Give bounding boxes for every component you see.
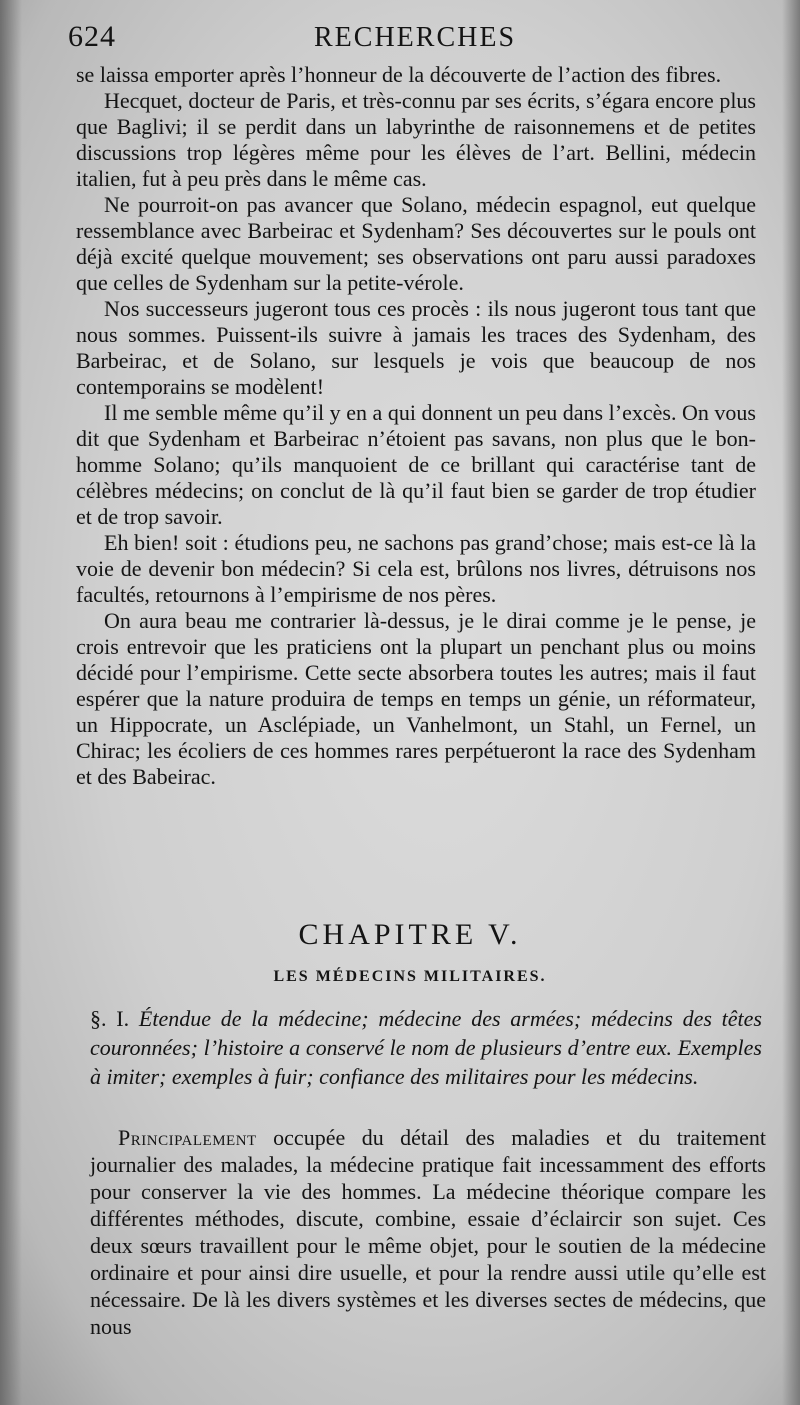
paragraph: se laissa emporter après l’honneur de la découverte de l’action des fibres. — [76, 62, 722, 87]
paragraph: Eh bien! soit : étudions peu, ne sachons pas grand’chose; mais est-ce là la voie de devenir bon médecin? Si cela est, brûlons nos livres, détruisons nos facultés, retournons à l’empirisme de nos pères. — [76, 530, 756, 607]
page-number: 624 — [68, 20, 116, 53]
paragraph: Nos successeurs jugeront tous ces procès : ils nous jugeront tous tant que nous sommes. Puissent-ils suivre à jamais les traces des Sydenham, des Barbeirac, et de Solano, sur lesquels je vois que beaucoup de nos contemporains se modèlent! — [76, 296, 756, 399]
chapter-subtitle: LES MÉDECINS MILITAIRES. — [273, 968, 547, 985]
intro-lead-word: Principalement — [118, 1125, 257, 1150]
page-header — [68, 16, 768, 56]
section-number: §. I. — [90, 1006, 130, 1031]
intro-text: occupée du détail des maladies et du traitement journalier des malades, la médecine pratique fait incessamment des efforts pour conserver la vie des hommes. La médecine théorique compare les différentes méthodes, discute, combine, essaie d’éclaircir son sujet. Ces deux sœurs travaillent pour le même objet, pour le soutien de la médecine ordinaire et pour ainsi dire usuelle, et pour la rendre aussi utile qu’elle est nécessaire. De là les divers systèmes et les diverses sectes de médecins, que nous — [90, 1125, 766, 1339]
paragraph: Hecquet, docteur de Paris, et très-connu par ses écrits, s’égara encore plus que Baglivi; il se perdit dans un labyrinthe de raisonnemens et de petites discussions trop légères même pour les élèves de l’art. Bellini, médecin italien, fut à peu près dans le même cas. — [76, 88, 756, 191]
chapter-intro-paragraph — [90, 1124, 766, 1340]
page-edge-left-shadow — [0, 0, 22, 1405]
page-edge-right-shadow — [782, 0, 800, 1405]
section-summary — [90, 1004, 762, 1091]
paragraph: Ne pourroit-on pas avancer que Solano, médecin espagnol, eut quelque ressemblance avec Barbeirac et Sydenham? Ses découvertes sur le pouls ont déjà excité quelque mouvement; ses observations ont paru aussi paradoxes que celles de Sydenham sur la petite-vérole. — [76, 192, 756, 295]
running-title: RECHERCHES — [314, 22, 517, 53]
main-text — [76, 62, 756, 790]
paragraph: On aura beau me contrarier là-dessus, je le dirai comme je le pense, je crois entrevoir que les praticiens ont la plupart un penchant plus ou moins décidé pour l’empirisme. Cette secte absorbera toutes les autres; mais il faut espérer que la nature produira de temps en temps un génie, un réformateur, un Hippocrate, un Asclépiade, un Vanhelmont, un Stahl, un Fernel, un Chirac; les écoliers de ces hommes rares perpétueront la race des Sydenham et des Babeirac. — [76, 608, 756, 789]
paragraph: Il me semble même qu’il y en a qui donnent un peu dans l’excès. On vous dit que Sydenham et Barbeirac n’étoient pas savans, non plus que le bon-homme Solano; qu’ils manquoient de ce brillant qui caractérise tant de célèbres médecins; on conclut de là qu’il faut bien se garder de trop étudier et de trop savoir. — [76, 400, 756, 529]
section-summary-text: Étendue de la médecine; médecine des armées; médecins des têtes couronnées; l’histoire a conservé le nom de plusieurs d’entre eux. Exemples à imiter; exemples à fuir; confiance des militaires pour les médecins. — [90, 1006, 762, 1089]
chapter-title: CHAPITRE V. — [298, 918, 522, 951]
